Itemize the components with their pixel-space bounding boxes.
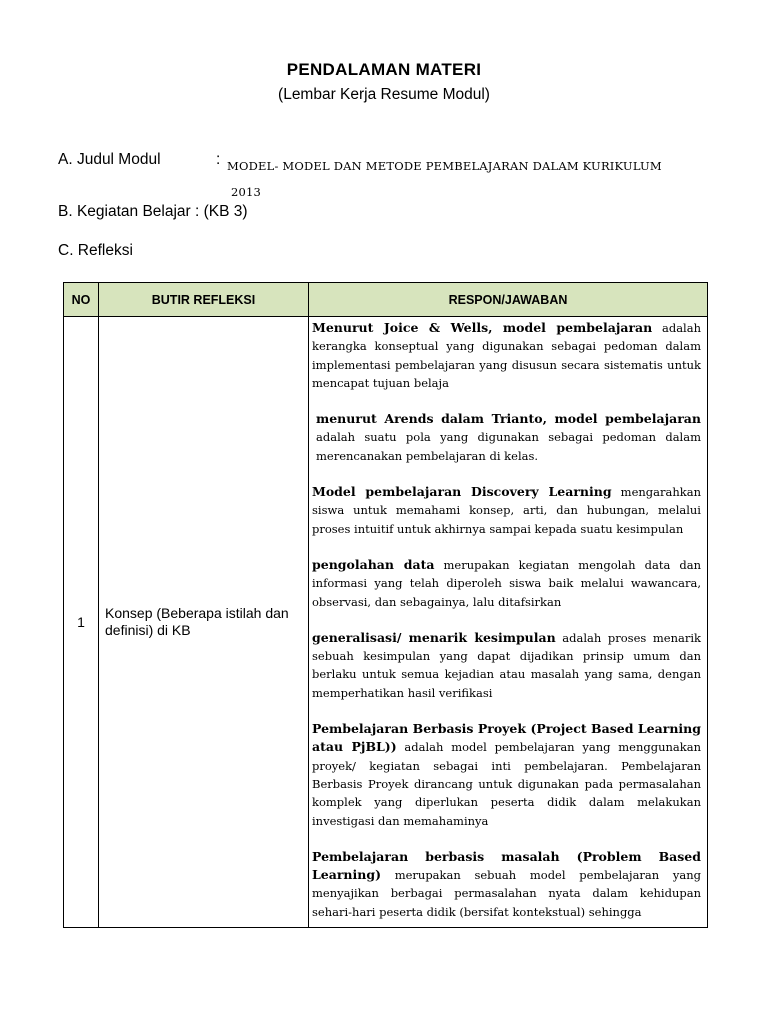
respon-paragraph: [312, 319, 701, 392]
respon-paragraph: [312, 629, 701, 702]
reflection-heading: C. Refleksi: [58, 242, 133, 259]
respon-paragraph: [312, 410, 701, 465]
header-butir-refleksi: BUTIR REFLEKSI: [99, 283, 309, 317]
paragraph-term: Pembelajaran berbasis masalah (Problem Based Learning): [312, 848, 701, 883]
module-title-row: [58, 151, 662, 199]
page-subtitle: (Lembar Kerja Resume Modul): [278, 86, 490, 103]
module-title-value-line2: 2013: [231, 185, 262, 199]
row-butir: Konsep (Beberapa istilah dan definisi) di KB: [99, 317, 309, 928]
paragraph-term: menurut Arends dalam Trianto, model pembelajaran: [316, 411, 701, 427]
respon-paragraph: [312, 848, 701, 921]
paragraph-text: adalah kerangka konseptual yang digunakan sebagai pedoman dalam implementasi pembelajaran yang disusun secara sistematis untuk mencapat tujuan belaja: [312, 321, 702, 390]
paragraph-text: adalah proses menarik sebuah kesimpulan yang dapat dijadikan prinsip umum dan berlaku untuk semua kejadian atau masalah yang sama, dengan memperhatikan hasil verifikasi: [312, 630, 701, 700]
paragraph-term: Menurut Joice & Wells, model pembelajaran: [312, 320, 653, 335]
module-title-colon: :: [216, 151, 221, 168]
respon-content: [309, 317, 707, 927]
header-no: NO: [64, 283, 99, 317]
respon-paragraph: [312, 720, 701, 830]
page-title: PENDALAMAN MATERI: [286, 60, 482, 79]
paragraph-term: Pembelajaran Berbasis Proyek (Project Based Learning atau PjBL)): [312, 721, 701, 755]
paragraph-text: merupakan kegiatan mengolah data dan informasi yang telah diperoleh siswa baik melalui wawancara, observasi, dan sebagainya, lalu ditafsirkan: [312, 557, 701, 609]
paragraph-text: adalah suatu pola yang digunakan sebagai pedoman dalam merencanakan pembelajaran di kelas.: [316, 430, 701, 463]
paragraph-term: pengolahan data: [312, 556, 435, 572]
reflection-table: [63, 282, 708, 928]
paragraph-text: merupakan sebuah model pembelajaran yang menyajikan berbagai permasalahan nyata dalam kehidupan sehari-hari peserta didik (bersifat kontekstual) sehingga: [312, 868, 701, 919]
table-row: [64, 317, 708, 928]
learning-activity: B. Kegiatan Belajar : (KB 3): [58, 203, 248, 220]
module-title-value: [227, 153, 687, 205]
module-title-label: A. Judul Modul: [58, 151, 161, 168]
respon-paragraph: [312, 483, 701, 538]
row-number: 1: [64, 317, 99, 928]
paragraph-term: generalisasi/ menarik kesimpulan: [312, 629, 556, 645]
paragraph-text: adalah model pembelajaran yang menggunakan proyek/ kegiatan sebagai inti pembelajaran. Pembelajaran Berbasis Proyek dirancang untuk digunakan pada permasalahan komplek yang diperlukan peserta didik dalam melakukan investigasi dan memahaminya: [312, 740, 701, 828]
paragraph-term: Model pembelajaran Discovery Learning: [312, 484, 612, 500]
module-title-value-line1: MODEL- MODEL DAN METODE PEMBELAJARAN DALAM KURIKULUM: [227, 159, 662, 173]
paragraph-text: mengarahkan siswa untuk memahami konsep, arti, dan hubungan, melalui proses intuitif untuk akhirnya sampai kepada suatu kesimpulan: [312, 485, 701, 536]
table-header-row: [64, 283, 708, 317]
row-respon: [309, 317, 708, 928]
header-respon-jawaban: RESPON/JAWABAN: [309, 283, 708, 317]
respon-paragraph: [312, 556, 701, 611]
